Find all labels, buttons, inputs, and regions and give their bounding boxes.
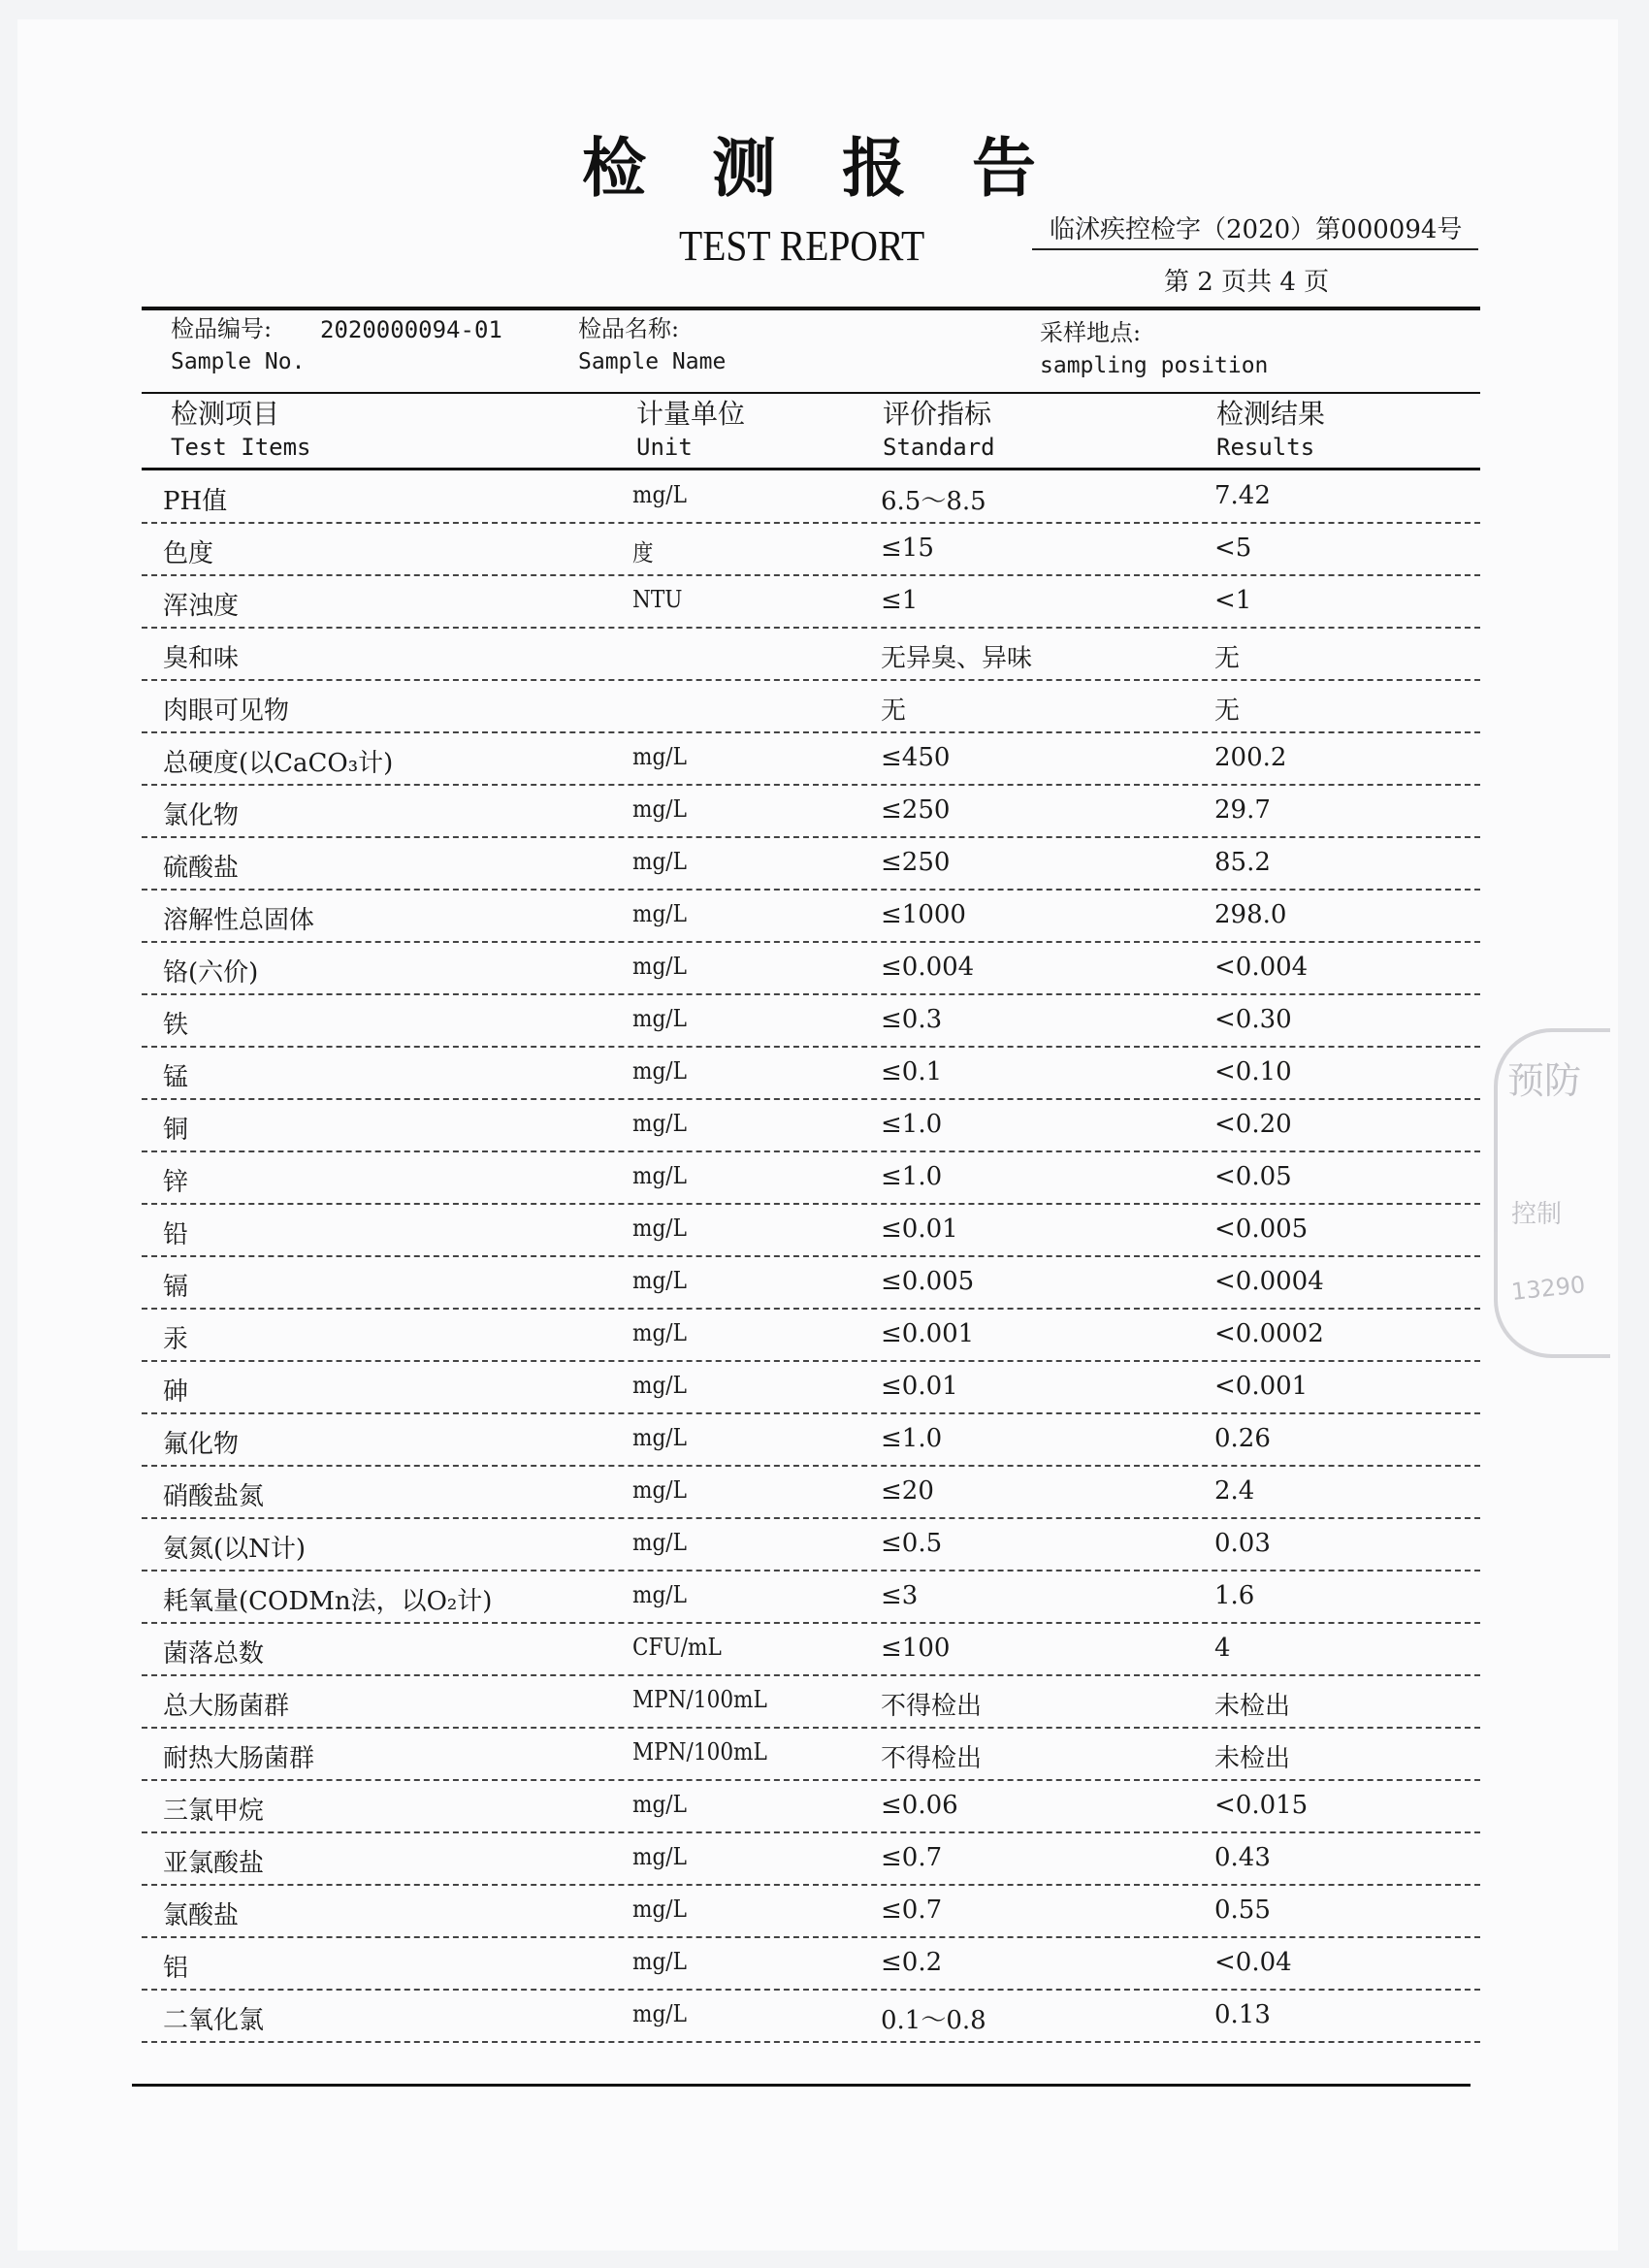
standard-cell: ≤3 <box>881 1581 919 1610</box>
unit-cell: mg/L <box>632 1424 687 1451</box>
result-cell: <0.015 <box>1214 1791 1309 1820</box>
unit-cell: mg/L <box>632 848 687 875</box>
unit-cell: mg/L <box>632 953 687 980</box>
unit-cell: mg/L <box>632 1529 687 1556</box>
page-info: 第 2 页共 4 页 <box>1164 268 1330 297</box>
sample-name-label <box>578 312 726 378</box>
result-cell: <0.30 <box>1214 1005 1292 1034</box>
result-cell: 7.42 <box>1214 481 1271 510</box>
column-header-items-en: Test Items <box>171 434 311 461</box>
standard-cell: ≤250 <box>881 848 951 877</box>
unit-cell: mg/L <box>632 1843 687 1870</box>
test-item-cell: 三氯甲烷 <box>163 1797 265 1826</box>
result-cell: <5 <box>1214 534 1252 563</box>
table-row <box>142 943 1480 995</box>
result-cell: 0.13 <box>1214 2000 1271 2029</box>
document-number: 临沭疾控检字（2020）第000094号 <box>1050 215 1463 244</box>
standard-cell: ≤0.06 <box>881 1791 958 1820</box>
unit-cell: NTU <box>632 586 683 613</box>
sampling-position-label-cn: 采样地点: <box>1040 319 1142 346</box>
standard-cell: 0.1～0.8 <box>881 2006 986 2035</box>
bottom-divider <box>132 2084 1471 2087</box>
standard-cell: ≤250 <box>881 795 951 825</box>
unit-cell: mg/L <box>632 1948 687 1975</box>
result-cell: 1.6 <box>1214 1581 1255 1610</box>
results-table <box>142 471 1480 2043</box>
standard-cell: ≤0.3 <box>881 1005 943 1034</box>
result-cell: 无 <box>1214 697 1241 726</box>
test-item-cell: 总大肠菌群 <box>163 1692 290 1721</box>
sampling-position-label-en: sampling position <box>1040 353 1269 378</box>
sample-no-label-en: Sample No. <box>171 349 306 374</box>
test-item-cell: 亚氯酸盐 <box>163 1849 265 1878</box>
result-cell: 4 <box>1214 1634 1231 1663</box>
standard-cell: ≤1 <box>881 586 919 615</box>
standard-cell: ≤450 <box>881 743 951 772</box>
test-item-cell: 氟化物 <box>163 1430 240 1459</box>
column-header-standard-en: Standard <box>883 434 995 461</box>
result-cell: 0.26 <box>1214 1424 1271 1453</box>
column-header-items-cn: 检测项目 <box>171 398 280 430</box>
result-cell: <0.0002 <box>1214 1319 1324 1348</box>
table-row <box>142 1833 1480 1886</box>
test-item-cell: 肉眼可见物 <box>163 697 290 726</box>
table-row <box>142 838 1480 891</box>
seal-line-1: 预防 <box>1507 1059 1582 1102</box>
standard-cell: ≤0.01 <box>881 1372 958 1401</box>
table-row <box>142 786 1480 838</box>
table-row <box>142 1571 1480 1624</box>
standard-cell: ≤0.2 <box>881 1948 943 1977</box>
unit-cell: mg/L <box>632 1162 687 1189</box>
test-item-cell: 硫酸盐 <box>163 854 240 883</box>
standard-cell: 不得检出 <box>881 1692 983 1721</box>
standard-cell: ≤0.7 <box>881 1843 943 1872</box>
result-cell: 298.0 <box>1214 900 1287 929</box>
column-header-results <box>1216 398 1325 464</box>
test-item-cell: 铁 <box>163 1011 189 1040</box>
table-row <box>142 576 1480 629</box>
test-item-cell: 砷 <box>163 1377 189 1407</box>
column-header-unit <box>636 398 745 464</box>
unit-cell: mg/L <box>632 1476 687 1504</box>
test-item-cell: 硝酸盐氮 <box>163 1482 265 1511</box>
result-cell: <0.20 <box>1214 1110 1292 1139</box>
test-item-cell: 耗氧量(CODMn法，以O₂计) <box>163 1587 493 1616</box>
sample-divider <box>142 392 1480 394</box>
test-item-cell: 耐热大肠菌群 <box>163 1744 315 1773</box>
result-cell: <0.005 <box>1214 1215 1309 1244</box>
table-row <box>142 1257 1480 1310</box>
table-row <box>142 629 1480 681</box>
standard-cell: ≤0.01 <box>881 1215 958 1244</box>
standard-cell: ≤0.001 <box>881 1319 975 1348</box>
unit-cell: mg/L <box>632 1895 687 1923</box>
unit-cell: mg/L <box>632 1581 687 1608</box>
sample-no-label-cn: 检品编号: <box>171 315 273 342</box>
standard-cell: ≤1000 <box>881 900 966 929</box>
test-item-cell: 浑浊度 <box>163 592 240 621</box>
report-title-en: TEST REPORT <box>679 222 925 270</box>
standard-cell: 无异臭、异味 <box>881 644 1033 673</box>
unit-cell: mg/L <box>632 795 687 823</box>
table-row <box>142 1414 1480 1467</box>
standard-cell: ≤1.0 <box>881 1110 943 1139</box>
table-row <box>142 733 1480 786</box>
unit-cell: mg/L <box>632 743 687 770</box>
unit-cell: mg/L <box>632 1057 687 1085</box>
standard-cell: 6.5～8.5 <box>881 487 986 516</box>
table-row <box>142 1676 1480 1729</box>
top-divider <box>142 307 1480 310</box>
test-item-cell: 总硬度(以CaCO₃计) <box>163 749 394 778</box>
sample-no-label <box>171 312 305 378</box>
standard-cell: ≤20 <box>881 1476 934 1506</box>
result-cell: <0.004 <box>1214 953 1309 982</box>
result-cell: <0.04 <box>1214 1948 1292 1977</box>
sample-no-value: 2020000094-01 <box>320 316 502 343</box>
test-item-cell: 二氧化氯 <box>163 2006 265 2035</box>
standard-cell: ≤1.0 <box>881 1424 943 1453</box>
table-row <box>142 1362 1480 1414</box>
test-item-cell: 汞 <box>163 1325 189 1354</box>
test-item-cell: 铜 <box>163 1116 189 1145</box>
standard-cell: ≤15 <box>881 534 934 563</box>
unit-cell: mg/L <box>632 1267 687 1294</box>
standard-cell: ≤1.0 <box>881 1162 943 1191</box>
result-cell: <0.001 <box>1214 1372 1309 1401</box>
table-row <box>142 681 1480 733</box>
result-cell: 2.4 <box>1214 1476 1255 1506</box>
result-cell: 未检出 <box>1214 1692 1291 1721</box>
standard-cell: ≤0.5 <box>881 1529 943 1558</box>
standard-cell: ≤0.1 <box>881 1057 943 1086</box>
test-item-cell: 铝 <box>163 1954 189 1983</box>
sample-name-label-cn: 检品名称: <box>578 315 680 342</box>
table-row <box>142 891 1480 943</box>
unit-cell: mg/L <box>632 900 687 927</box>
standard-cell: ≤100 <box>881 1634 951 1663</box>
unit-cell: mg/L <box>632 1319 687 1346</box>
table-row <box>142 1310 1480 1362</box>
table-row <box>142 1991 1480 2043</box>
unit-cell: mg/L <box>632 1110 687 1137</box>
table-row <box>142 995 1480 1048</box>
standard-cell: 不得检出 <box>881 1744 983 1773</box>
table-row <box>142 1886 1480 1938</box>
table-row <box>142 1938 1480 1991</box>
report-title-cn: 检测报告 <box>582 130 1102 206</box>
test-item-cell: PH值 <box>163 487 228 516</box>
test-item-cell: 锌 <box>163 1168 189 1197</box>
column-header-unit-cn: 计量单位 <box>636 398 746 430</box>
unit-cell: mg/L <box>632 1372 687 1399</box>
test-item-cell: 色度 <box>163 539 214 568</box>
test-item-cell: 锰 <box>163 1063 189 1092</box>
unit-cell: mg/L <box>632 1215 687 1242</box>
table-row <box>142 1729 1480 1781</box>
test-item-cell: 菌落总数 <box>163 1639 265 1669</box>
column-header-unit-en: Unit <box>636 434 693 461</box>
header-divider <box>142 468 1480 470</box>
unit-cell: mg/L <box>632 481 687 508</box>
unit-cell: mg/L <box>632 1005 687 1032</box>
result-cell: <0.0004 <box>1214 1267 1324 1296</box>
column-header-standard <box>883 398 995 464</box>
doc-number-underline <box>1032 248 1478 250</box>
table-row <box>142 1519 1480 1571</box>
unit-cell: MPN/100mL <box>632 1738 767 1766</box>
result-cell: 0.03 <box>1214 1529 1271 1558</box>
column-header-results-en: Results <box>1216 434 1315 461</box>
table-row <box>142 1100 1480 1152</box>
unit-cell: mg/L <box>632 1791 687 1818</box>
unit-cell: MPN/100mL <box>632 1686 767 1713</box>
official-seal-text <box>1502 1048 1608 1339</box>
test-item-cell: 溶解性总固体 <box>163 906 315 935</box>
table-row <box>142 1781 1480 1833</box>
standard-cell: ≤0.7 <box>881 1895 943 1925</box>
result-cell: <0.05 <box>1214 1162 1292 1191</box>
test-item-cell: 铬(六价) <box>163 958 259 988</box>
unit-cell: mg/L <box>632 2000 687 2027</box>
result-cell: <1 <box>1214 586 1252 615</box>
result-cell: 未检出 <box>1214 1744 1291 1773</box>
table-row <box>142 1467 1480 1519</box>
sampling-position-label <box>1040 316 1268 382</box>
result-cell: 29.7 <box>1214 795 1271 825</box>
test-item-cell: 臭和味 <box>163 644 240 673</box>
table-row <box>142 524 1480 576</box>
test-item-cell: 镉 <box>163 1273 189 1302</box>
test-item-cell: 氯化物 <box>163 801 240 830</box>
table-row <box>142 1048 1480 1100</box>
table-row <box>142 471 1480 524</box>
table-row <box>142 1152 1480 1205</box>
test-item-cell: 氯酸盐 <box>163 1901 240 1930</box>
test-item-cell: 铅 <box>163 1220 189 1249</box>
result-cell: 无 <box>1214 644 1241 673</box>
table-row <box>142 1205 1480 1257</box>
result-cell: 200.2 <box>1214 743 1287 772</box>
result-cell: 0.43 <box>1214 1843 1271 1872</box>
result-cell: 0.55 <box>1214 1895 1271 1925</box>
sample-name-label-en: Sample Name <box>578 349 727 374</box>
seal-line-3: 13290 <box>1509 1271 1587 1306</box>
test-item-cell: 氨氮(以N计) <box>163 1535 307 1564</box>
standard-cell: 无 <box>881 697 907 726</box>
column-header-standard-cn: 评价指标 <box>883 398 992 430</box>
column-header-items <box>171 398 311 464</box>
column-header-results-cn: 检测结果 <box>1216 398 1326 430</box>
result-cell: 85.2 <box>1214 848 1271 877</box>
result-cell: <0.10 <box>1214 1057 1292 1086</box>
standard-cell: ≤0.005 <box>881 1267 975 1296</box>
unit-cell: CFU/mL <box>632 1634 722 1661</box>
standard-cell: ≤0.004 <box>881 953 975 982</box>
unit-cell: 度 <box>632 539 654 567</box>
table-row <box>142 1624 1480 1676</box>
seal-line-2: 控制 <box>1511 1200 1563 1229</box>
